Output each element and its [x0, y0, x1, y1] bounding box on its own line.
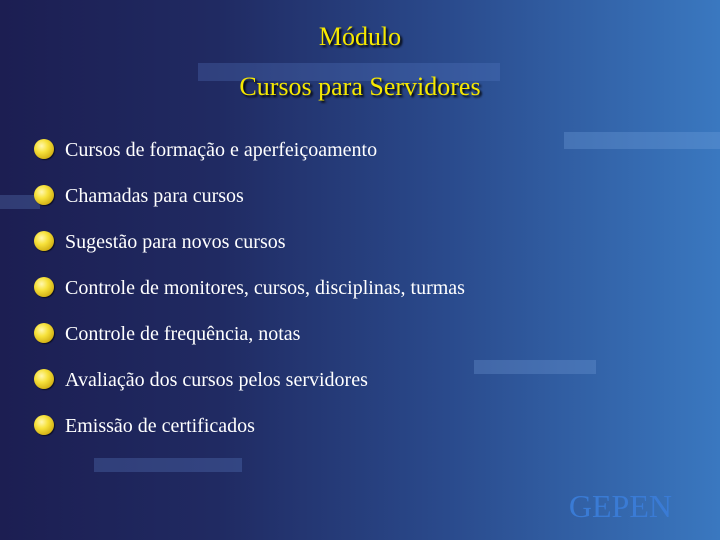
list-item-text: Sugestão para novos cursos — [65, 231, 286, 253]
list-item-text: Controle de monitores, cursos, disciplinas, turmas — [65, 277, 465, 299]
bullet-icon — [34, 185, 54, 205]
bullet-icon — [34, 139, 54, 159]
decorative-bar — [564, 132, 720, 149]
list-item-text: Emissão de certificados — [65, 415, 255, 437]
bullet-icon — [34, 369, 54, 389]
bullet-icon — [34, 277, 54, 297]
list-item-text: Controle de frequência, notas — [65, 323, 301, 345]
list-item-text: Chamadas para cursos — [65, 185, 244, 207]
bullet-icon — [34, 323, 54, 343]
bullet-icon — [34, 231, 54, 251]
decorative-bar — [474, 360, 596, 374]
list-item-text: Cursos de formação e aperfeiçoamento — [65, 139, 378, 161]
brand-label: GEPEN — [568, 488, 672, 524]
list-item-text: Avaliação dos cursos pelos servidores — [65, 369, 368, 391]
slide-subtitle: Cursos para Servidores — [239, 72, 481, 101]
slide-title: Módulo — [318, 22, 402, 51]
bullet-icon — [34, 415, 54, 435]
decorative-bar — [94, 458, 242, 472]
